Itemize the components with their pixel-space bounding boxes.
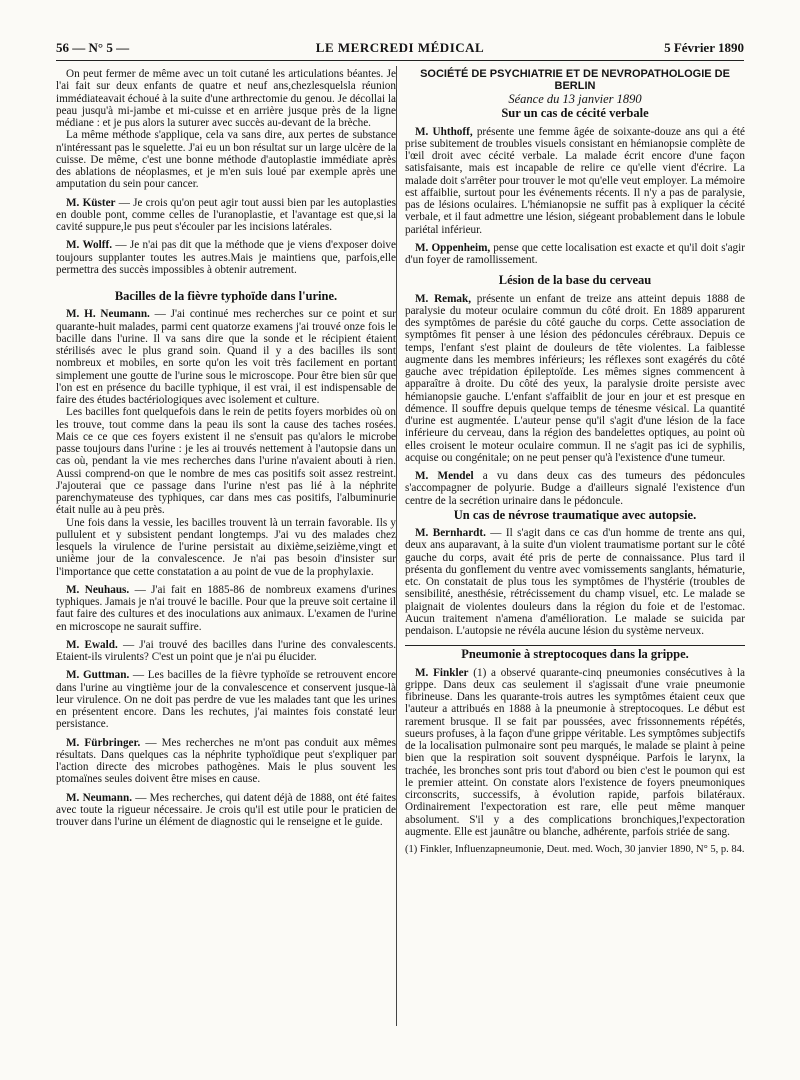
speaker-name: M. H. Neumann. xyxy=(66,308,150,321)
speaker-name: M. Uhthoff, xyxy=(415,125,473,138)
section-heading: Sur un cas de cécité verbale xyxy=(501,106,649,121)
speaker-text: présente un enfant de treize ans atteint depuis 1888 de paralysie du moteur oculaire commun du côté droit. En 1889 apparurent des symptômes de parésie du côté gauche du corps. Cette association de symptômes fit penser à une lésion des pédoncules cérébraux. Depuis ce temps, l'enfant s'est plaint de douleurs de tête violentes. La faiblesse augmente dans les membres inférieurs; les réflexes sont exagérés du côté gauche avec trépidation épileptoïde. Les mêmes signes commencent à apparaître à droite. Du côté des yeux, la paralysie droite persiste avec hémianopsie gauche. L'enfant s'affaiblit de jour en jour et est presque en démence. Il souffre depuis quelque temps de ténesme vésical. La quantité d'urine est augmentée. L'auteur pense qu'il s'agit d'une lésion de la face inférieure du cerveau, dans la région des bandelettes optiques, au point où elles croisent le moteur oculaire commun. Il ne s'agit pas ici de syphilis, acquise ou congénitale; on ne peut penser qu'à l'existence d'une tumeur. xyxy=(405,292,745,464)
page-header xyxy=(56,38,744,61)
speaker-name: M. Neuhaus. xyxy=(66,583,130,596)
paragraph: Les bacilles font quelquefois dans le rein de petits foyers morbides où on les trouve, tout comme dans la peau ils sont la cause des taches rosées. Mais ce ce que ces foyers existent il ne s'ensuit pas qu'alors le microbe passe toujours dans l'urine : je les ai trouvés nettement à l'autopsie dans un cas où, pendant la vie mes recherches dans l'urine n'avaient abouti à rien. Aussi comprend-on que le nombre de mes cas positifs soit assez restreint. J'ajouterai que ce passage dans l'urine n'est pas lié à la néphrite parenchymateuse des typhiques, car dans mes cas positifs, l'albuminurie était nulle au à peu près. xyxy=(56,406,396,517)
speaker-text: — Les bacilles de la fièvre typhoïde se retrouvent encore dans l'urine au vingtième jour de la convalescence et conservent jusque-là leur virulence. On ne doit pas perdre de vue les malades tant que les urines en présentent encore. Dans les rechutes, j'ai maintes fois constaté leur persistance. xyxy=(56,669,396,731)
speaker-paragraph xyxy=(56,669,396,730)
journal-title: LE MERCREDI MÉDICAL xyxy=(315,40,485,55)
speaker-name: M. Finkler xyxy=(415,666,469,679)
speaker-text: (1) a observé quarante-cinq pneumonies consécutives à la grippe. Dans deux cas seulement il s'agissait d'une vraie pneumonie fibrineuse. Dans les quarante-trois autres les symptômes étaient ceux que l'auteur a attribués en 1888 à la pneumonie à streptocoques. Le début est rarement brusque. Il se fait par poussées, avec frissonnements répétés, sueurs profuses, à la façon d'une grippe véritable. Les symptômes subjectifs de la localisation pulmonaire sont peu marqués, le malade se plaint à peine bien que la respiration soit souvent dyspnéique. Parfois le larynx, la trachée, les bronches sont pris tout d'abord ou bien c'est le poumon qui est le premier atteint. On constate alors l'existence de foyers pneumoniques circonscrits, successifs, à évolution rapide, parfois bilatéraux. Ordinairement l'expectoration est rare, elle peut même manquer absolument. S'il y a des complications bronchiques,l'expectoration augmente. Elle est jaunâtre ou blanche, adhérente, parfois striée de sang. xyxy=(405,666,745,838)
session-date: Séance du 13 janvier 1890 xyxy=(508,92,642,106)
speaker-paragraph xyxy=(56,639,396,664)
issue-date: 5 Février 1890 xyxy=(664,40,744,55)
section-heading: Un cas de névrose traumatique avec autopsie. xyxy=(453,507,697,522)
speaker-name: M. Guttman. xyxy=(66,669,130,682)
speaker-text: — J'ai continué mes recherches sur ce point et sur quarante-huit malades, parmi cent quatorze examens j'ai trouvé onze fois le bacille dans l'urine. Il va sans dire que la sonde et le récipient étaient stérilisés avec le plus grand soin. Quand il y a des bacilles ils sont nombreux et mobiles, en sorte qu'on les voit très facilement en portant simplement une goutte de l'urine sous le microscope. Pour être bien sûr que l'on est en présence du bacille typhique, il est vrai, il est indispensable de faire des études bactériologiques avec isolement et culture. xyxy=(56,308,396,406)
section-heading: Bacilles de la fièvre typhoïde dans l'urine. xyxy=(114,289,338,303)
speaker-paragraph xyxy=(405,470,745,507)
footnote: (1) Finkler, Influenzapneumonie, Deut. med. Woch, 30 janvier 1890, N° 5, p. 84. xyxy=(405,844,745,855)
speaker-text: — Je crois qu'on peut agir tout aussi bien par les autoplasties en double pont, comme celles de l'uranoplastie, et l'avantage est que,si la cavité suppure,le pus peut s'écouler par les incisions latérales. xyxy=(56,196,396,233)
speaker-paragraph xyxy=(56,197,396,234)
society-heading: SOCIÉTÉ DE PSYCHIATRIE ET DE NEVROPATHOLOGIE DE BERLIN xyxy=(420,68,730,92)
section-heading: Pneumonie à streptocoques dans la grippe. xyxy=(461,647,689,662)
speaker-text: — Il s'agit dans ce cas d'un homme de trente ans qui, deux ans auparavant, à la suite d'un violent traumatisme portant sur le côté gauche du corps, avait été pris de perte de connaissance. Plus tard il présenta du gonflement du ventre avec vomissements sanglants, hématurie, etc. On constatait de plus tous les symptômes de l'hystérie (troubles de sensibilité, anesthésie, rétrécissement du champ visuel, etc. Le malade se plaignait de violentes douleurs dans la région du foie et de l'estomac. Aucun traitement n'amena d'amélioration. Le malade se suicida par pendaison. L'autopsie ne révéla aucune lésion du système nerveux. xyxy=(405,527,745,637)
left-column xyxy=(56,68,396,828)
speaker-text: pense que cette localisation est exacte et qu'il doit s'agir d'un foyer de ramollissement. xyxy=(405,241,745,266)
speaker-paragraph xyxy=(405,293,745,465)
column-divider xyxy=(396,66,397,1026)
speaker-text: — Mes recherches ne m'ont pas conduit aux mêmes résultats. Dans quelques cas la néphrite typhoïdique peut s'expliquer par l'action directe des microbes pathogènes. Mais le plus souvent les ptomaïnes seules doivent être mises en cause. xyxy=(56,736,396,786)
right-column xyxy=(405,68,745,856)
speaker-text: a vu dans deux cas des tumeurs des pédoncules s'accompagner de polyurie. Budge a d'ailleurs signalé l'existence d'un centre de la secrétion urinaire dans le pédoncule. xyxy=(405,470,745,507)
speaker-paragraph xyxy=(56,737,396,786)
speaker-name: M. Mendel xyxy=(415,470,474,482)
speaker-name: M. Ewald. xyxy=(66,638,118,651)
speaker-name: M. Neumann. xyxy=(66,791,132,804)
speaker-paragraph xyxy=(405,126,745,236)
speaker-text: — J'ai fait en 1885-86 de nombreux examens d'urines typhiques. Jamais je n'ai trouvé le bacille. Pour que la preuve soit certaine il faut faire des cultures et des inoculations aux animaux. L'examen de l'urine en microscope ne saurait suffire. xyxy=(56,583,397,633)
paragraph: Une fois dans la vessie, les bacilles trouvent là un terrain favorable. Ils y pullulent et y subsistent pendant longtemps. J'ai vu des malades chez lesquels la virulence de l'urine persistait au dixième,seizième,vingt et unième jour de la convalescence. Je n'ai pas besoin d'insister sur l'importance que cette constatation a au point de vue de la prophylaxie. xyxy=(56,516,396,578)
paragraph: La même méthode s'applique, cela va sans dire, aux pertes de substance n'intéressant pas le squelette. J'ai eu un bon résultat sur un large ulcère de la cuisse. De même, c'est une bonne méthode d'autoplastie immédiate après des ablations de néoplasmes, et je m'en suis loué par exemple après une amputation du sein pour cancer. xyxy=(56,129,396,191)
speaker-text: — J'ai trouvé des bacilles dans l'urine des convalescents. Etaient-ils virulents? C'est un point que je n'ai pu élucider. xyxy=(56,638,396,663)
speaker-paragraph xyxy=(405,527,745,637)
speaker-paragraph xyxy=(56,792,396,829)
speaker-paragraph xyxy=(56,584,396,633)
speaker-name: M. Wolff. xyxy=(66,239,112,252)
section-heading: Lésion de la base du cerveau xyxy=(498,273,652,288)
speaker-text: — Je n'ai pas dit que la méthode que je viens d'exposer doive toujours supplanter toutes les autres.Mais je maintiens que, parfois,elle permettra des succès impossibles à obtenir autrement. xyxy=(56,239,396,276)
speaker-name: M. Fürbringer. xyxy=(66,736,141,749)
paragraph: On peut fermer de même avec un toit cutané les articulations béantes. Je l'ai fait sur deux enfants de quatre et neuf ans,chezlesquelsla réunion immédiateavait échoué à la suite d'une arthrectomie du genou. Je décollai la peau jusqu'à mi-jambe et mi-cuisse et en arrière jusque près de la ligne médiane : et je pus alors la suturer avec succès au-devant de la brèche. xyxy=(56,68,396,129)
speaker-name: M. Remak, xyxy=(415,292,472,305)
speaker-paragraph xyxy=(56,308,396,406)
speaker-paragraph xyxy=(405,242,745,267)
speaker-name: M. Küster xyxy=(66,196,116,209)
speaker-name: M. Bernhardt. xyxy=(415,527,486,539)
speaker-text: présente une femme âgée de soixante-douze ans qui a été prise subitement de troubles visuels consistant en hémianopsie complète de l'œil droit avec cécité verbale. La malade écrit encore d'une façon satisfaisante, mais est incapable de relire ce qu'elle vient d'écrire. La malade doit s'arrêter pour trouver le mot qu'elle veut employer. La mémoire est affaiblie, surtout pour les événements récents. Il n'y a pas de paralysie, pas de lésions oculaires. L'hémianopsie ne suffit pas à expliquer la cécité verbale, et il faut admettre une lésion, siégeant probablement dans le lobule pariétal inférieur. xyxy=(405,125,745,236)
section-rule xyxy=(405,645,745,646)
page-number: 56 — N° 5 — xyxy=(56,40,130,55)
speaker-paragraph xyxy=(405,667,745,839)
speaker-text: — Mes recherches, qui datent déjà de 1888, ont été faites avec toute la rigueur nécessaire. Je crois qu'il est utile pour le praticien de trouver dans l'urine un élément de diagnostic qui le renseigne et le guide. xyxy=(56,791,396,828)
speaker-paragraph xyxy=(56,239,396,276)
speaker-name: M. Oppenheim, xyxy=(415,241,491,254)
